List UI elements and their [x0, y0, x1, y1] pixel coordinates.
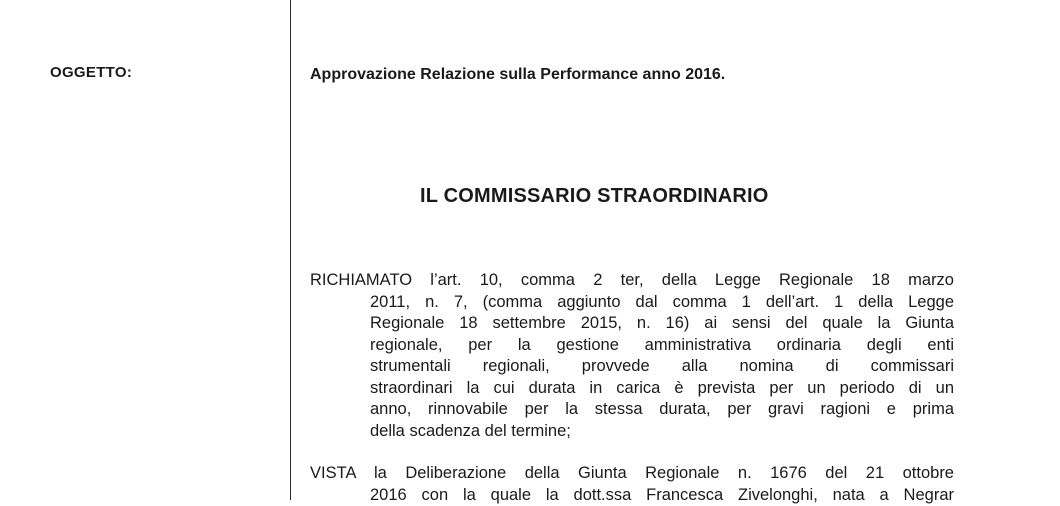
paragraph-line: 2016 con la quale la dott.ssa Francesca Zivelonghi, nata a Negrar — [310, 485, 954, 506]
paragraph-line: 2011, n. 7, (comma aggiunto dal comma 1 dell’art. 1 della Legge — [310, 292, 954, 314]
paragraph-line: straordinari la cui durata in carica è prevista per un periodo di un — [310, 378, 954, 400]
paragraph-line: strumentali regionali, provvede alla nomina di commissari — [310, 356, 954, 378]
paragraph-richiamato — [310, 270, 954, 442]
paragraph-line: RICHIAMATO l’art. 10, comma 2 ter, della Legge Regionale 18 marzo — [310, 270, 954, 292]
document-heading: IL COMMISSARIO STRAORDINARIO — [420, 185, 769, 208]
paragraph-line: anno, rinnovabile per la stessa durata, per gravi ragioni e prima — [310, 399, 954, 421]
oggetto-text: Approvazione Relazione sulla Performance anno 2016. — [310, 66, 725, 84]
paragraph-line: VISTA la Deliberazione della Giunta Regionale n. 1676 del 21 ottobre — [310, 463, 954, 485]
paragraph-line: regionale, per la gestione amministrativa ordinaria degli enti — [310, 335, 954, 357]
oggetto-label: OGGETTO: — [50, 64, 132, 81]
paragraph-line: Regionale 18 settembre 2015, n. 16) ai sensi del quale la Giunta — [310, 313, 954, 335]
column-divider — [290, 0, 291, 500]
paragraph-line: della scadenza del termine; — [310, 421, 954, 443]
